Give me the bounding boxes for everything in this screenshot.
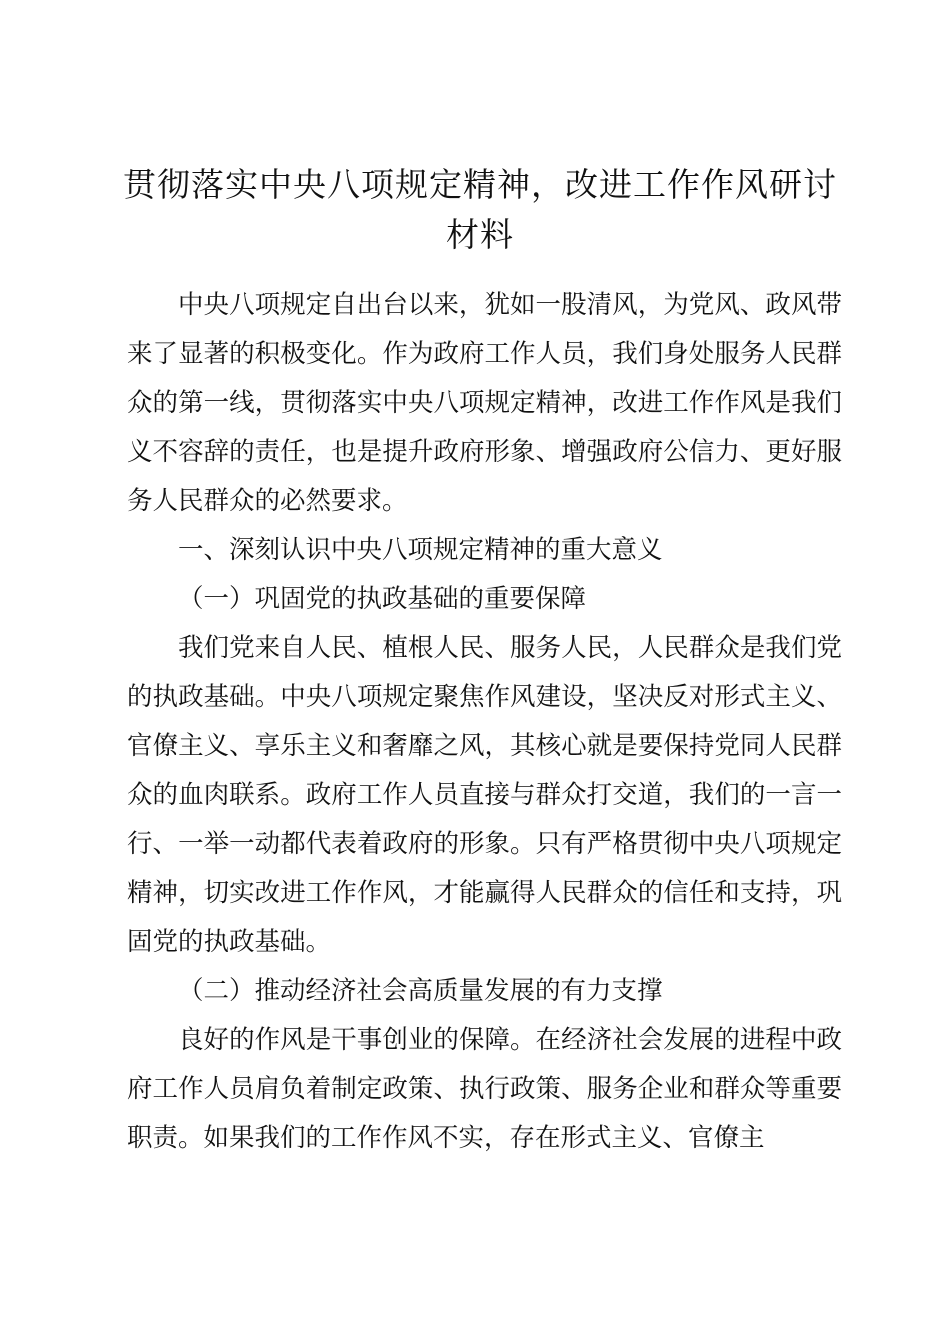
paragraph-intro: 中央八项规定自出台以来，犹如一股清风，为党风、政风带来了显著的积极变化。作为政府工作人员，我们身处服务人民群众的第一线，贯彻落实中央八项规定精神，改进工作作风是我们义不容辞的责任，也是提升政府形象、增强政府公信力、更好服务人民群众的必然要求。 [127, 290, 842, 516]
document-title: 贯彻落实中央八项规定精神，改进工作作风研讨材料 [123, 165, 837, 254]
section-heading-1: 一、深刻认识中央八项规定精神的重大意义 [178, 535, 663, 565]
document-body [127, 281, 842, 1163]
subsection-heading-1: （一）巩固党的执政基础的重要保障 [178, 584, 587, 614]
paragraph-1: 我们党来自人民、植根人民、服务人民，人民群众是我们党的执政基础。中央八项规定聚焦作风建设，坚决反对形式主义、官僚主义、享乐主义和奢靡之风，其核心就是要保持党同人民群众的血肉联系。政府工作人员直接与群众打交道，我们的一言一行、一举一动都代表着政府的形象。只有严格贯彻中央八项规定精神，切实改进工作作风，才能赢得人民群众的信任和支持，巩固党的执政基础。 [127, 633, 842, 957]
subsection-heading-2: （二）推动经济社会高质量发展的有力支撑 [178, 976, 663, 1006]
paragraph-2: 良好的作风是干事创业的保障。在经济社会发展的进程中政府工作人员肩负着制定政策、执行政策、服务企业和群众等重要职责。如果我们的工作作风不实，存在形式主义、官僚主 [127, 1025, 842, 1153]
